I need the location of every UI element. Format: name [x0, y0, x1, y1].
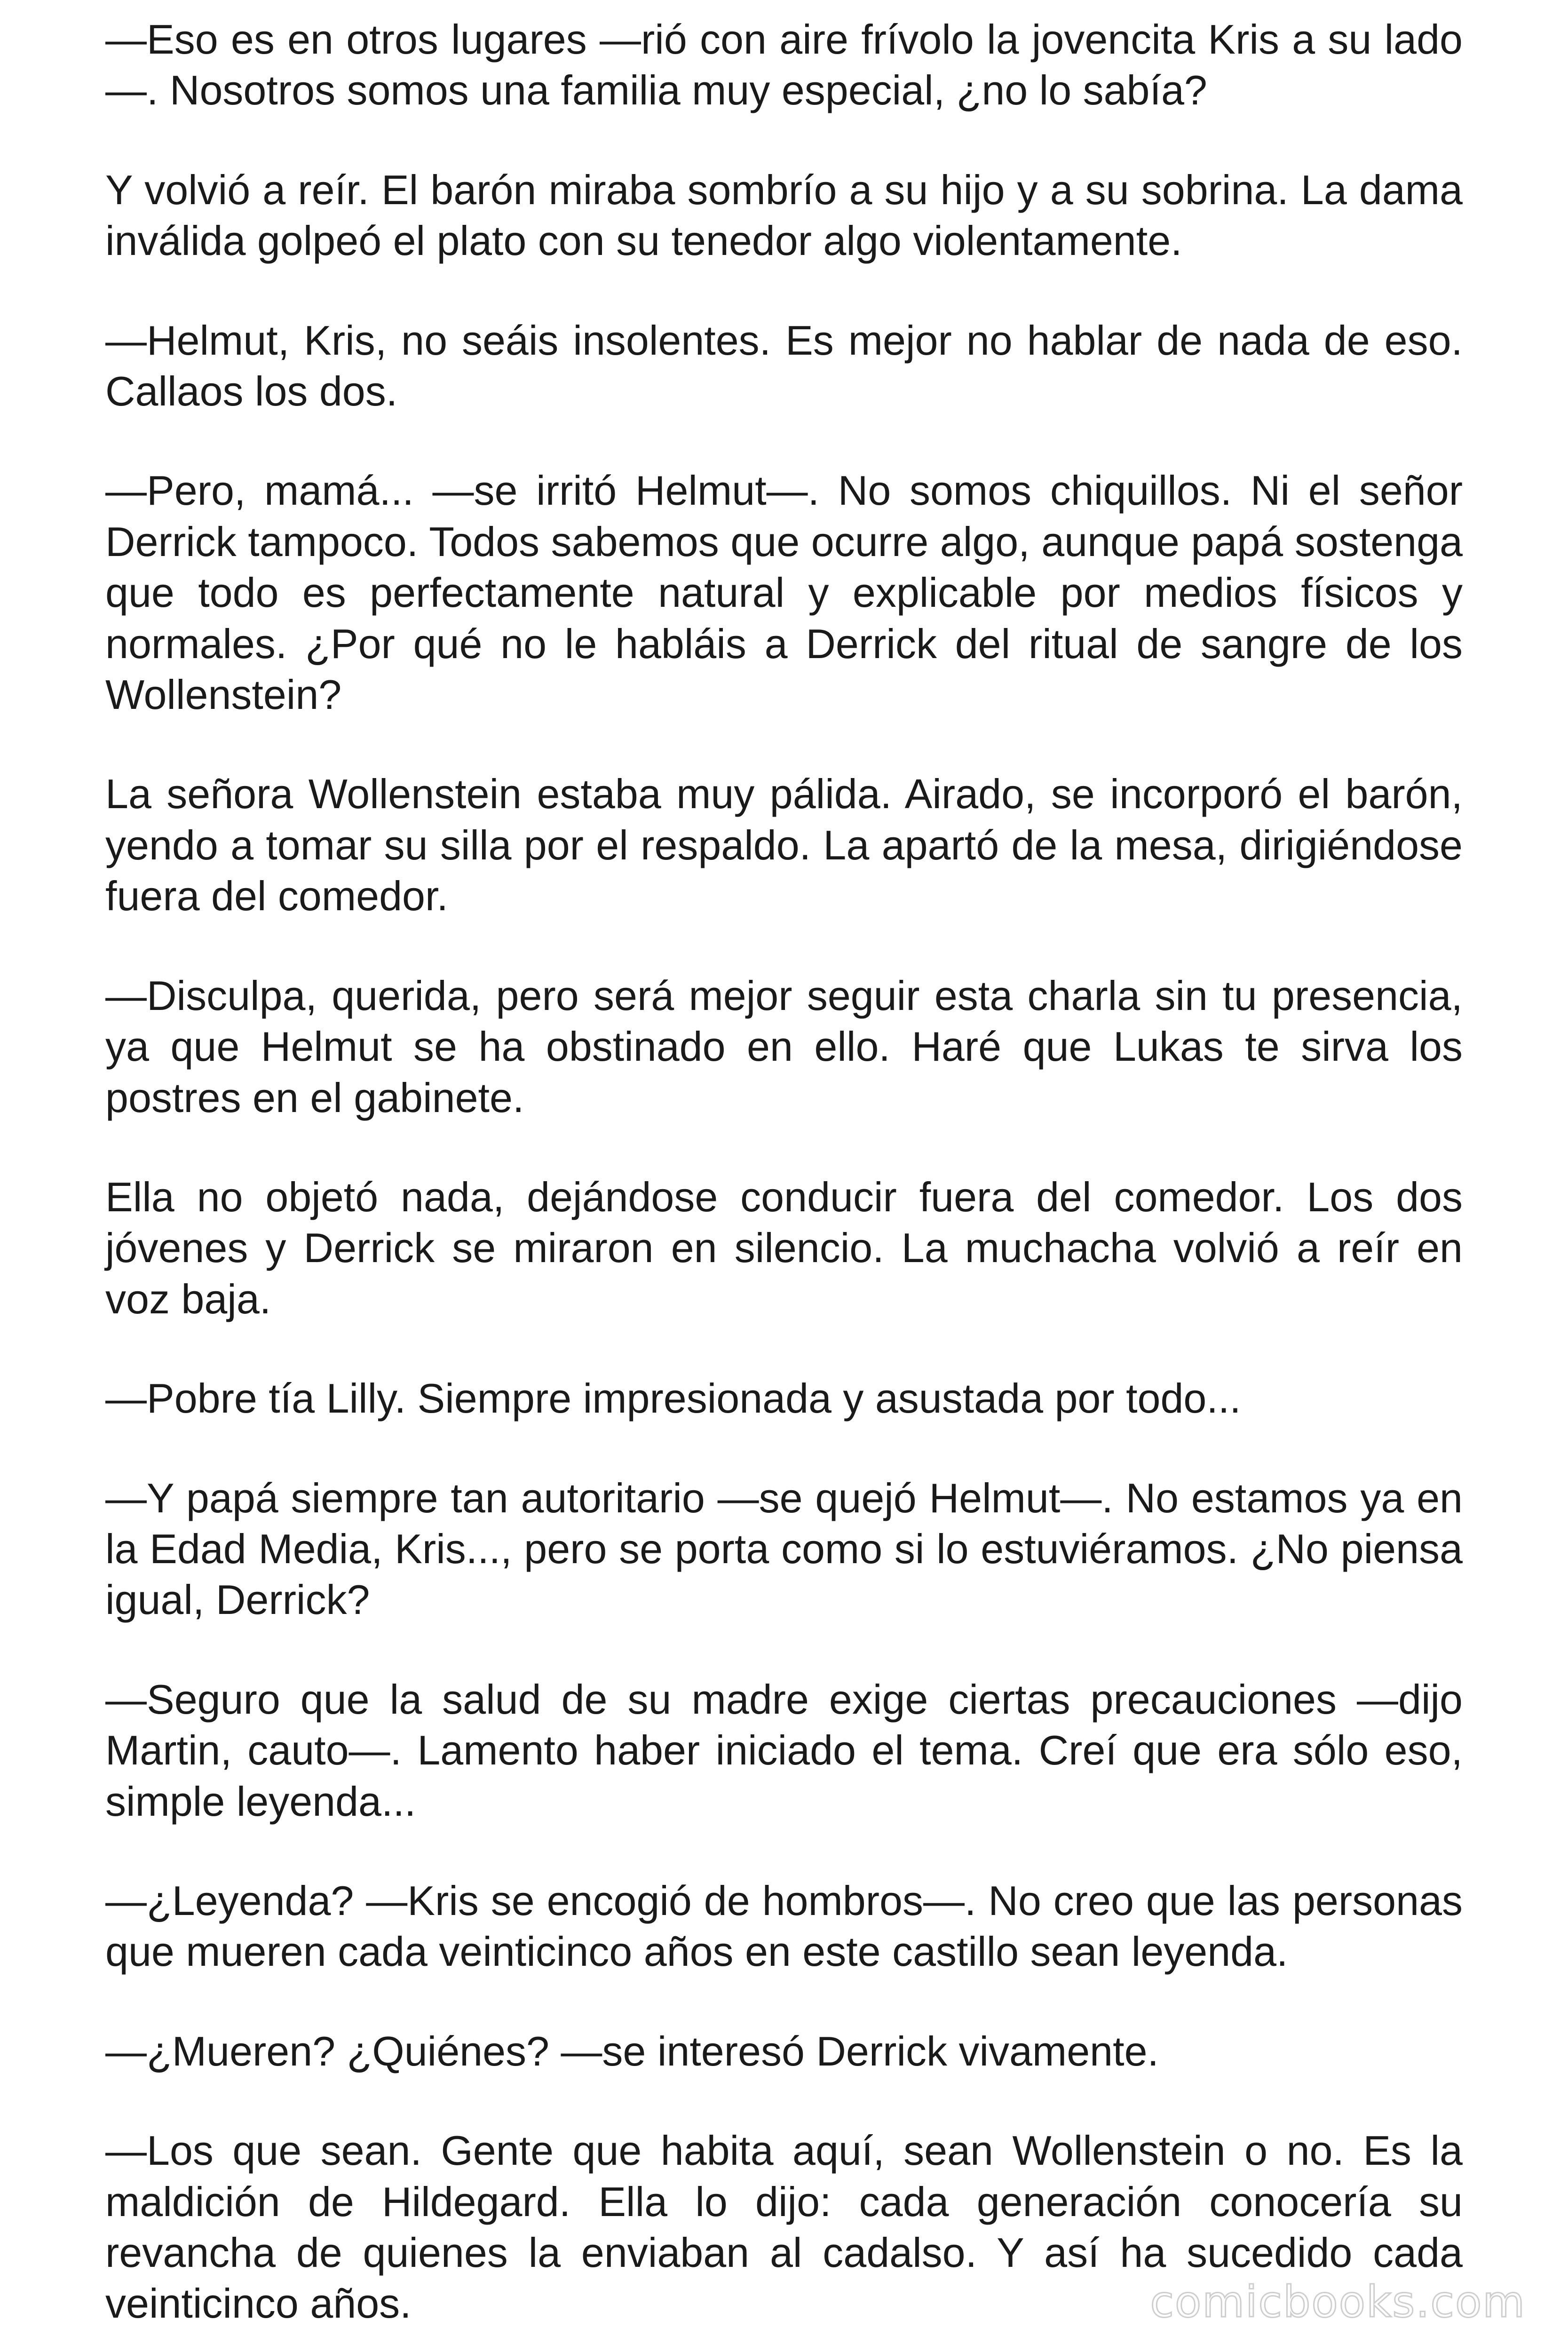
paragraph: —Seguro que la salud de su madre exige ciertas precauciones —dijo Martin, cauto—. Lamento haber iniciado el tema. Creí que era sólo eso, simple leyenda...	[105, 1676, 1463, 1825]
paragraph: —Los que sean. Gente que habita aquí, sean Wollenstein o no. Es la maldición de Hildegard. Ella lo dijo: cada generación conocería su revancha de quienes la enviaban al cadalso. Y así ha sucedido cada veinticinco años.	[105, 2127, 1463, 2327]
paragraph: —Y papá siempre tan autoritario —se quejó Helmut—. No estamos ya en la Edad Media, Kris..., pero se porta como si lo estuviéramos. ¿No piensa igual, Derrick?	[105, 1474, 1463, 1623]
paragraph: —Eso es en otros lugares —rió con aire frívolo la jovencita Kris a su lado—. Nosotros somos una familia muy especial, ¿no lo sabía?	[105, 16, 1463, 114]
paragraph: La señora Wollenstein estaba muy pálida. Airado, se incorporó el barón, yendo a tomar su silla por el respaldo. La apartó de la mesa, dirigiéndose fuera del comedor.	[105, 771, 1463, 920]
watermark: comicbooks.com	[1150, 2277, 1526, 2327]
paragraph: —Helmut, Kris, no seáis insolentes. Es mejor no hablar de nada de eso. Callaos los dos.	[105, 317, 1463, 415]
paragraph: Ella no objetó nada, dejándose conducir fuera del comedor. Los dos jóvenes y Derrick se miraron en silencio. La muchacha volvió a reír en voz baja.	[105, 1173, 1463, 1322]
paragraph: —Pobre tía Lilly. Siempre impresionada y asustada por todo...	[105, 1375, 1241, 1422]
paragraph: —Pero, mamá... —se irritó Helmut—. No somos chiquillos. Ni el señor Derrick tampoco. Todos sabemos que ocurre algo, aunque papá sostenga que todo es perfectamente natural y explicable por medios físicos y normales. ¿Por qué no le habláis a Derrick del ritual de sangre de los Wollenstein?	[105, 467, 1463, 718]
paragraph: —Disculpa, querida, pero será mejor seguir esta charla sin tu presencia, ya que Helmut se ha obstinado en ello. Haré que Lukas te sirva los postres en el gabinete.	[105, 972, 1463, 1121]
paragraph: —¿Leyenda? —Kris se encogió de hombros—. No creo que las personas que mueren cada veinticinco años en este castillo sean leyenda.	[105, 1877, 1463, 1975]
paragraph: Y volvió a reír. El barón miraba sombrío a su hijo y a su sobrina. La dama inválida golpeó el plato con su tenedor algo violentamente.	[105, 166, 1463, 264]
paragraph: —¿Mueren? ¿Quiénes? —se interesó Derrick vivamente.	[105, 2027, 1159, 2074]
